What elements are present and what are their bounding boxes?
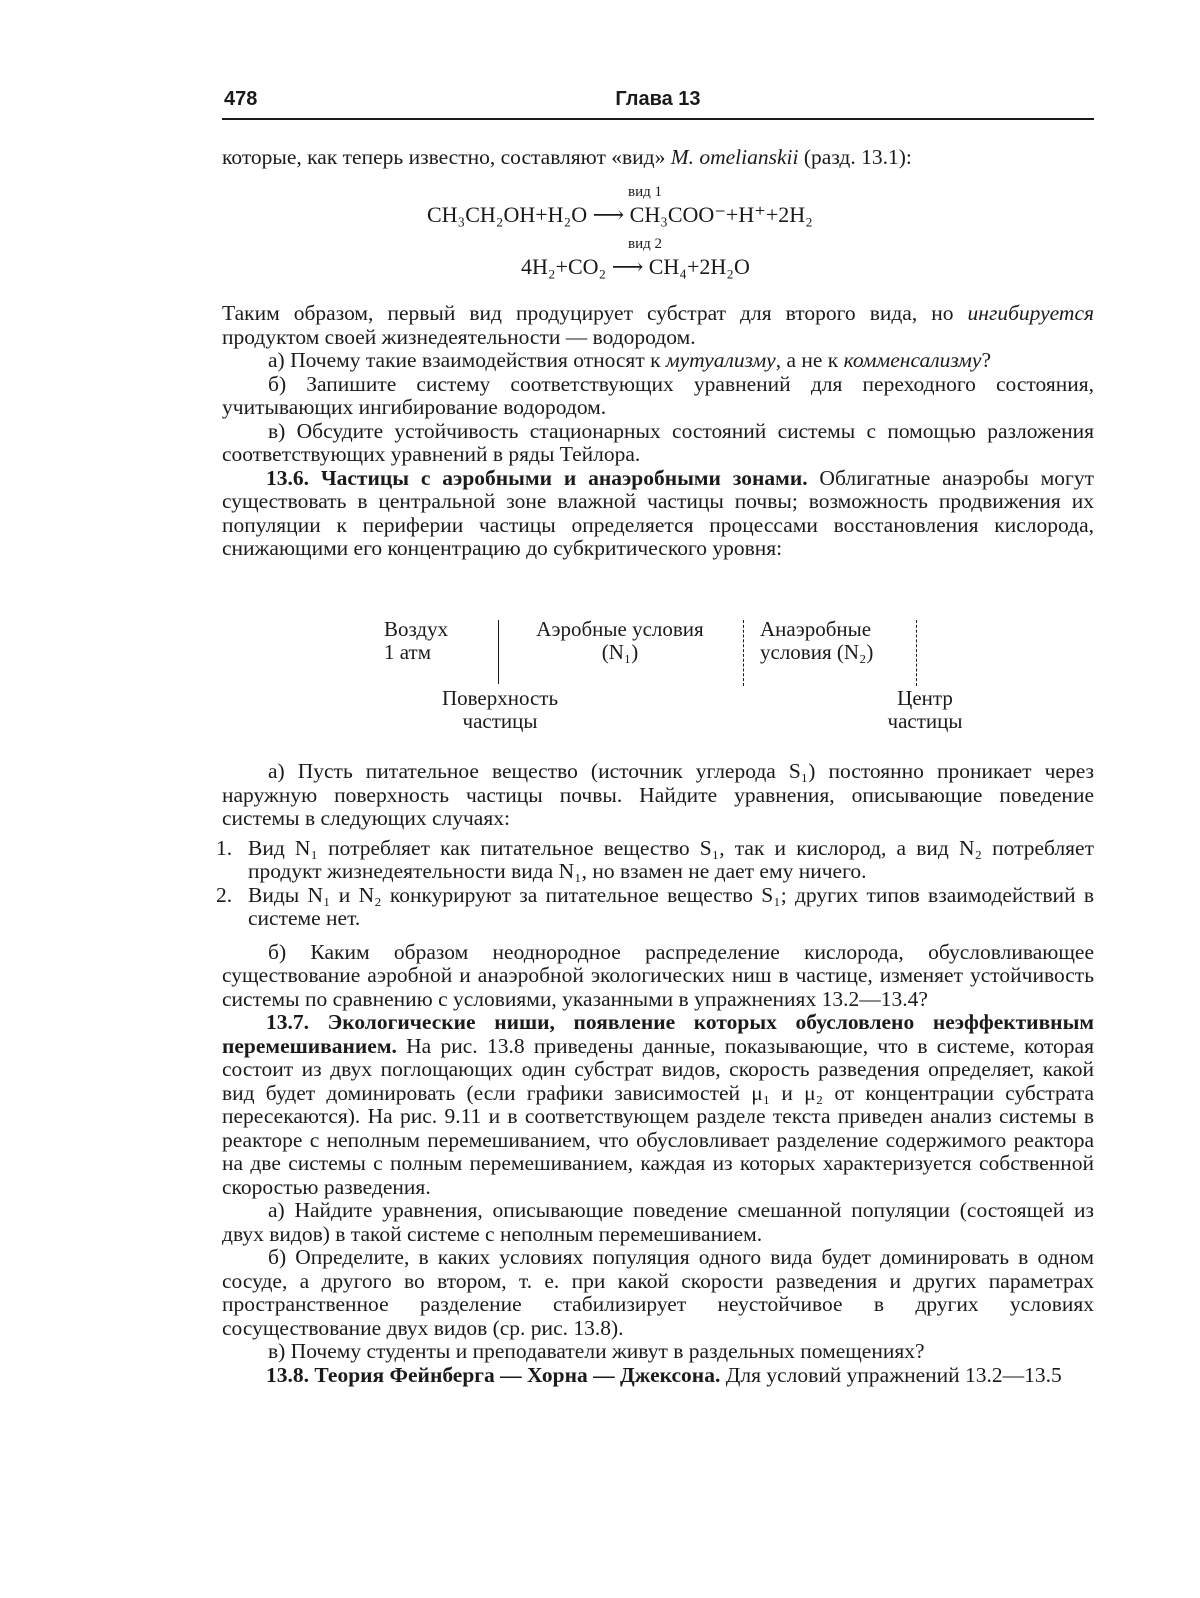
anaerobic-line-2: условия (N₂): [760, 640, 874, 664]
surface-line-2: частицы: [462, 709, 538, 733]
air-line-2: 1 атм: [384, 640, 431, 664]
anaerobic-label: [760, 618, 873, 664]
section-13-8-title: Теория Фейнберга — Хорна — Джексона.: [314, 1362, 721, 1387]
center-line-1: Центр: [897, 686, 953, 710]
intro-ref: (разд. 13.1):: [798, 145, 912, 169]
center-line-2: частицы: [887, 709, 963, 733]
air-label: [384, 618, 448, 664]
block-1: [222, 302, 1094, 561]
question-b: б) Запишите систему соответствующих уравнений для переходного состояния, учитывающих ингибирование водородом.: [222, 371, 1094, 419]
chapter-title: Глава 13: [615, 88, 701, 110]
question-13-7-b: б) Определите, в каких условиях популяция одного вида будет доминировать в одном сосуде, а другого во втором, т. е. при какой скорости разведения и других параметрах пространственное разделение стабилизирует неустойчивое в других условиях сосуществование двух видов (ср. рис. 13.8).: [222, 1245, 1094, 1340]
intro-text: которые, как теперь известно, составляют «вид»: [222, 145, 671, 169]
section-13-7: [222, 1011, 1094, 1199]
equation-1: [427, 202, 813, 228]
qa-italic-2: комменсализму: [843, 348, 982, 372]
case-list: [216, 835, 1094, 931]
question-13-6-a: а) Пусть питательное вещество (источник углерода S₁) постоянно проникает через наружную поверхность частицы почвы. Найдите уравнения, описывающие поведение системы в следующих случаях:: [222, 759, 1094, 830]
block-2: [216, 759, 1094, 1387]
eq1-label: вид 1: [628, 184, 662, 200]
question-a: [222, 349, 1094, 373]
section-13-8-body: Для условий упражнений 13.2—13.5: [720, 1362, 1062, 1387]
anaerobic-line-1: Анаэробные: [760, 617, 872, 641]
eq2-right: CH₄+2H₂O: [648, 254, 750, 279]
equation-2: [521, 254, 750, 280]
qa-text: а) Почему такие взаимодействия относят к: [268, 348, 666, 372]
qa-text-3: ?: [981, 348, 991, 372]
question-13-7-a: а) Найдите уравнения, описывающие поведение смешанной популяции (состоящей из двух видов) в такой системе с неполным перемешиванием.: [222, 1198, 1094, 1246]
section-13-8-number: 13.8.: [266, 1362, 309, 1387]
question-c: в) Обсудите устойчивость стационарных состояний системы с помощью разложения соответствующих уравнений в ряды Тейлора.: [222, 418, 1094, 466]
aerobic-label: [518, 618, 722, 664]
para1-text: Таким образом, первый вид продуцирует субстрат для второго вида, но: [222, 301, 968, 325]
qa-italic-1: мутуализму: [665, 348, 776, 372]
species-name: M. omelianskii: [670, 145, 799, 169]
aerobic-line-2: (N₁): [601, 640, 639, 664]
section-13-6-number: 13.6.: [266, 465, 309, 490]
center-label: [880, 687, 970, 733]
section-13-7-number: 13.7.: [266, 1010, 309, 1034]
air-line-1: Воздух: [384, 617, 449, 641]
section-13-6-title: Частицы с аэробными и анаэробными зонами.: [320, 465, 808, 490]
aerobic-anaerobic-boundary: [743, 620, 744, 686]
list-item-text: Вид N₁ потребляет как питательное вещество S₁, так и кислород, а вид N₂ потребляет продукт жизнедеятельности вида N₁, но взамен не дает ему ничего.: [248, 835, 1094, 883]
question-13-7-c: в) Почему студенты и преподаватели живут в раздельных помещениях?: [268, 1339, 925, 1363]
surface-label: [430, 687, 570, 733]
section-13-8: [222, 1364, 1094, 1388]
list-item: [216, 882, 1094, 931]
surface-line-1: Поверхность: [441, 686, 559, 710]
eq1-right: CH₃COO⁻+H⁺+2H₂: [629, 202, 813, 227]
question-13-6-b: б) Каким образом неоднородное распределение кислорода, обусловливающее существование аэробной и анаэробной экологических ниш в частице, изменяет устойчивость системы по сравнению с условиями, указанными в упражнениях 13.2—13.4?: [222, 939, 1094, 1011]
paragraph-inhibition: [222, 302, 1094, 349]
list-item-number: 2.: [216, 882, 233, 907]
section-13-7-title: Экологические ниши, появление которых обусловлено неэффективным перемешиванием.: [222, 1010, 1094, 1058]
eq1-left: CH₃CH₂OH+H₂O: [427, 202, 588, 227]
list-item-text: Виды N₁ и N₂ конкурируют за питательное вещество S₁; других типов взаимодействий в системе нет.: [248, 882, 1094, 930]
page-number: 478: [224, 88, 258, 110]
center-boundary: [916, 620, 917, 686]
surface-boundary: [498, 620, 499, 684]
page-header: [222, 86, 1094, 120]
qa-text-2: , а не к: [775, 348, 844, 372]
list-item: [216, 835, 1094, 884]
para1-italic: ингибируется: [967, 301, 1094, 325]
eq2-arrow: ⟶: [611, 254, 644, 279]
section-13-7-body: На рис. 13.8 приведены данные, показывающие, что в системе, которая состоит из двух поглощающих один субстрат видов, скорость разведения определяет, какой вид будет доминировать (если графики зависимостей μ₁ и μ₂ от концентрации субстрата пересекаются). На рис. 9.11 и в соответствующем разделе текста приведен анализ системы в реакторе с неполным перемешиванием, что обусловливает разделение содержимого реактора на две системы с полным перемешиванием, каждая из которых характеризуется собственной скоростью разведения.: [222, 1033, 1094, 1199]
intro-line: [222, 146, 1094, 170]
eq1-arrow: ⟶: [592, 202, 625, 227]
para1-text-2: продуктом своей жизнедеятельности — водородом.: [222, 324, 696, 349]
list-item-number: 1.: [216, 835, 233, 860]
section-13-6-body: Облигатные анаэробы могут существовать в центральной зоне влажной частицы почвы; возможность продвижения их популяции к периферии частицы определяется процессами восстановления кислорода, снижающими его концентрацию до субкритического уровня:: [222, 465, 1095, 560]
eq2-label: вид 2: [628, 236, 662, 252]
eq2-left: 4H₂+CO₂: [521, 254, 607, 279]
aerobic-line-1: Аэробные условия: [536, 617, 704, 641]
section-13-6: [222, 467, 1094, 561]
